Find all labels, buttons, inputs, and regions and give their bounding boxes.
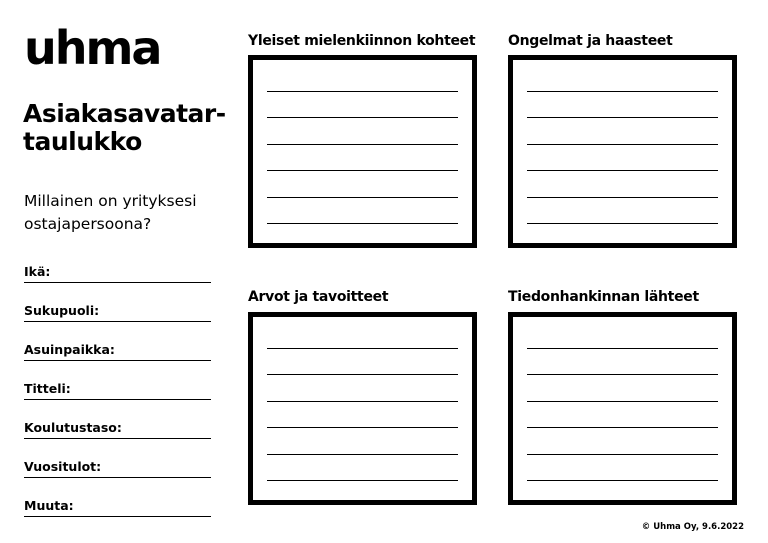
write-line [267,427,458,428]
write-line [267,170,458,171]
uhma-logo [24,22,168,74]
write-line [267,374,458,375]
field-income[interactable]: Vuositulot: [24,457,211,478]
write-line [527,401,718,402]
box-interests[interactable] [248,55,477,248]
field-gender[interactable]: Sukupuoli: [24,301,211,322]
write-line [527,170,718,171]
box-sources[interactable] [508,312,737,505]
write-line [527,348,718,349]
write-line [267,197,458,198]
write-line [267,223,458,224]
field-other[interactable]: Muuta: [24,496,211,517]
write-line [267,348,458,349]
box-values[interactable] [248,312,477,505]
write-line [267,401,458,402]
write-line [527,197,718,198]
write-line [267,91,458,92]
field-education[interactable]: Koulutustaso: [24,418,211,439]
write-line [267,480,458,481]
box-title-interests: Yleiset mielenkiinnon kohteet [248,33,476,49]
write-line [527,427,718,428]
page-title: Asiakasavatar- taulukko [23,99,226,156]
write-line [527,117,718,118]
question-text: Millainen on yrityksesi ostajapersoona? [24,192,197,233]
write-line [527,144,718,145]
box-title-problems: Ongelmat ja haasteet [508,33,673,49]
copyright-footer: © Uhma Oy, 9.6.2022 [641,522,744,532]
box-title-sources: Tiedonhankinnan lähteet [508,289,699,305]
field-age[interactable]: Ikä: [24,262,211,283]
field-location[interactable]: Asuinpaikka: [24,340,211,361]
write-line [527,223,718,224]
box-problems[interactable] [508,55,737,248]
box-title-values: Arvot ja tavoitteet [248,289,389,305]
write-line [267,117,458,118]
write-line [267,454,458,455]
write-line [527,454,718,455]
field-job-title[interactable]: Titteli: [24,379,211,400]
write-line [527,374,718,375]
write-line [527,480,718,481]
write-line [267,144,458,145]
logo-text: uhma [24,21,161,75]
write-line [527,91,718,92]
